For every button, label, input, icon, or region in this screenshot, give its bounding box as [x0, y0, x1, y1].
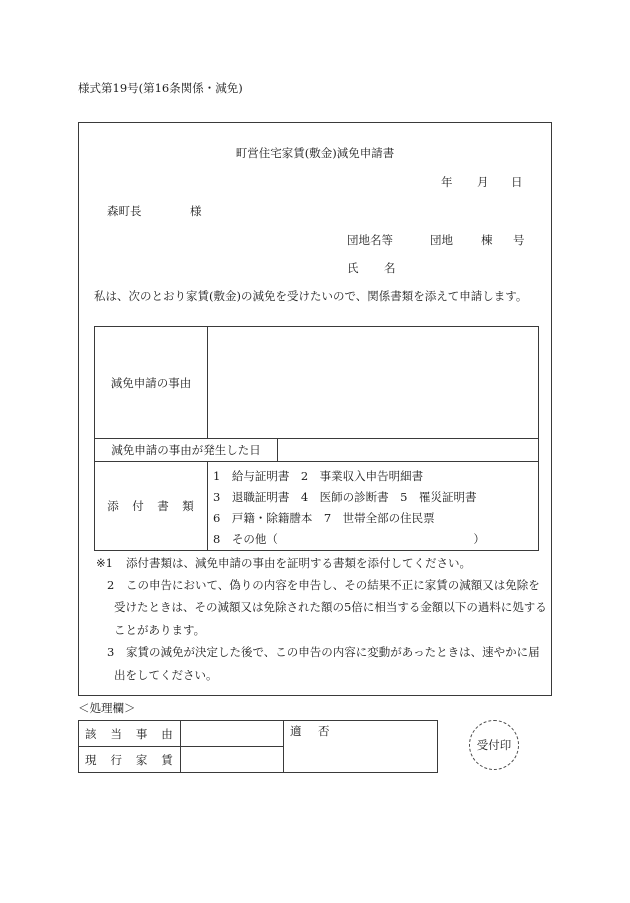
- approval-label: 適 否: [290, 724, 332, 738]
- reception-stamp-label: 受付印: [476, 738, 512, 752]
- addressee-name: 森町長: [107, 204, 142, 218]
- note-line: ことがあります。: [114, 623, 206, 637]
- attachments-label-cell: [95, 462, 208, 551]
- note-line: 出をしてください。: [114, 668, 218, 682]
- date-month-label: 月: [477, 175, 489, 189]
- name-label-second: 名: [384, 261, 396, 275]
- note-marker: 3: [107, 645, 115, 659]
- note-marker: 2: [107, 578, 115, 592]
- note-marker: ※1: [96, 556, 113, 570]
- room-suffix: 号: [513, 233, 525, 247]
- date-day-label: 日: [511, 175, 523, 189]
- complex-label: 団地名等: [347, 233, 393, 247]
- application-statement: 私は、次のとおり家賃(敷金)の減免を受けたいので、関係書類を添えて申請します。: [94, 289, 528, 303]
- applicable-reason-label-cell: [79, 721, 181, 747]
- date-year-label: 年: [441, 175, 453, 189]
- current-rent-value-cell: [181, 747, 284, 773]
- occurrence-date-label-cell: [95, 439, 278, 462]
- complex-suffix: 団地: [430, 233, 453, 247]
- reason-label-cell: [95, 327, 208, 439]
- form-number: 様式第19号(第16条関係・減免): [78, 81, 243, 95]
- note-line: 添付書類は、減免申請の事由を証明する書類を添付してください。: [126, 556, 471, 570]
- attachment-line: 3 退職証明書 4 医師の診断書 5 罹災証明書: [213, 490, 477, 504]
- addressee-honorific: 様: [190, 204, 202, 218]
- note-line: 家賃の減免が決定した後で、この申告の内容に変動があったときは、速やかに届: [126, 645, 540, 659]
- attachment-line: 1 給与証明書 2 事業収入申告明細書: [213, 469, 424, 483]
- applicable-reason-label: 該 当 事 由: [85, 726, 174, 741]
- note-line: この申告において、偽りの内容を申告し、その結果不正に家賃の減額又は免除を: [126, 578, 540, 592]
- reason-row: [95, 327, 539, 439]
- processing-section-label: ＜処理欄＞: [78, 701, 136, 715]
- attachments-list-cell: [208, 462, 539, 551]
- applicable-reason-row: [79, 721, 438, 747]
- application-table: [94, 326, 539, 551]
- approval-cell: [284, 721, 438, 773]
- occurrence-date-row: [95, 439, 539, 462]
- reason-label: 減免申請の事由: [110, 375, 192, 390]
- occurrence-date-value-cell: [278, 439, 539, 462]
- form-title: 町営住宅家賃(敷金)減免申請書: [235, 146, 395, 160]
- attachments-label: 添 付 書 類: [107, 499, 195, 513]
- reason-value-cell: [208, 327, 539, 439]
- current-rent-label: 現 行 家 賃: [85, 752, 174, 767]
- attachments-row: [95, 462, 539, 551]
- building-suffix: 棟: [481, 233, 493, 247]
- processing-table: [78, 720, 438, 773]
- attachment-line: 6 戸籍・除籍謄本 7 世帯全部の住民票: [213, 511, 435, 525]
- current-rent-label-cell: [79, 747, 181, 773]
- reception-stamp-circle: [469, 720, 519, 770]
- attachment-line: 8 その他（ ）: [213, 532, 485, 546]
- note-line: 受けたときは、その減額又は免除された額の5倍に相当する金額以下の過料に処する: [114, 600, 547, 614]
- name-label-first: 氏: [347, 261, 359, 275]
- occurrence-date-label: 減免申請の事由が発生した日: [111, 443, 261, 457]
- application-form: [78, 122, 552, 696]
- applicable-reason-value-cell: [181, 721, 284, 747]
